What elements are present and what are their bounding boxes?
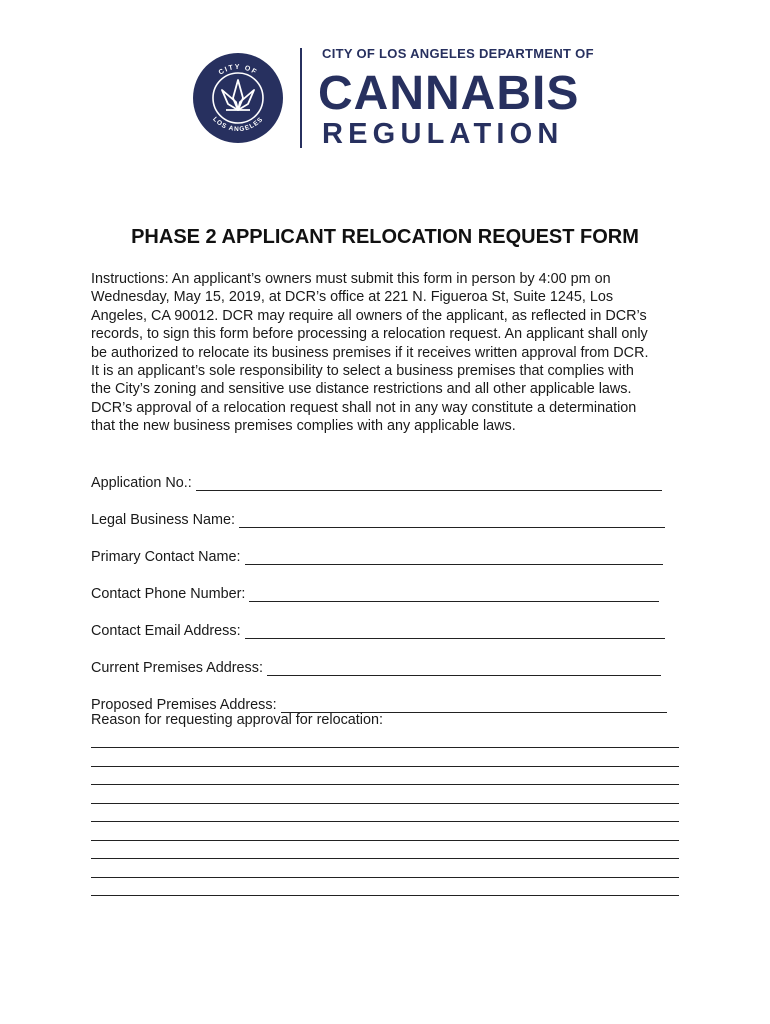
reason-label: Reason for requesting approval for relocation: bbox=[91, 712, 383, 728]
reason-blank-line[interactable] bbox=[91, 858, 679, 877]
instruction-line: DCR’s approval of a relocation request shall not in any way constitute a determination bbox=[91, 399, 637, 416]
primary-contact-name-field bbox=[91, 528, 681, 565]
brand-main-text: CANNABIS bbox=[318, 67, 580, 120]
instructions bbox=[91, 270, 691, 436]
contact-phone-blank[interactable] bbox=[249, 585, 659, 602]
reason-blank-line[interactable] bbox=[91, 766, 679, 785]
seal-top-text: CITY OF bbox=[217, 63, 259, 77]
form-title: PHASE 2 APPLICANT RELOCATION REQUEST FORM bbox=[131, 226, 639, 248]
legal-business-name-label: Legal Business Name: bbox=[91, 512, 235, 528]
contact-email-label: Contact Email Address: bbox=[91, 623, 241, 639]
reason-blank-line[interactable] bbox=[91, 895, 679, 914]
contact-phone-field bbox=[91, 565, 681, 602]
instruction-line: records, to sign this form before processing a relocation request. An applicant shall only bbox=[91, 326, 648, 343]
instruction-line: be authorized to relocate its business premises if it receives written approval from DCR. bbox=[91, 344, 649, 361]
reason-blank-line[interactable] bbox=[91, 747, 679, 766]
application-number-blank[interactable] bbox=[196, 474, 662, 491]
reason-lines[interactable] bbox=[91, 747, 679, 914]
reason-section bbox=[91, 712, 681, 728]
reason-blank-line[interactable] bbox=[91, 821, 679, 840]
brand-sub-text: REGULATION bbox=[322, 118, 564, 150]
contact-email-blank[interactable] bbox=[245, 622, 665, 639]
legal-business-name-blank[interactable] bbox=[239, 511, 665, 528]
reason-blank-line[interactable] bbox=[91, 877, 679, 896]
current-premises-label: Current Premises Address: bbox=[91, 660, 263, 676]
form-fields bbox=[91, 454, 681, 713]
instruction-line: Wednesday, May 15, 2019, at DCR’s office at 221 N. Figueroa St, Suite 1245, Los bbox=[91, 289, 614, 306]
reason-blank-line[interactable] bbox=[91, 803, 679, 822]
header bbox=[190, 44, 594, 154]
application-number-field bbox=[91, 454, 681, 491]
instruction-line: Angeles, CA 90012. DCR may require all owners of the applicant, as reflected in DCR’s bbox=[91, 307, 647, 324]
legal-business-name-field bbox=[91, 491, 681, 528]
header-divider bbox=[300, 48, 302, 148]
proposed-premises-label: Proposed Premises Address: bbox=[91, 697, 277, 713]
city-seal-logo bbox=[192, 52, 284, 144]
primary-contact-name-label: Primary Contact Name: bbox=[91, 549, 241, 565]
instruction-line: that the new business premises complies with any applicable laws. bbox=[91, 418, 516, 435]
contact-email-field bbox=[91, 602, 681, 639]
current-premises-blank[interactable] bbox=[267, 659, 661, 676]
proposed-premises-blank[interactable] bbox=[281, 696, 667, 713]
current-premises-field bbox=[91, 639, 681, 676]
instruction-line: Instructions: An applicant’s owners must submit this form in person by 4:00 pm on bbox=[91, 271, 611, 287]
primary-contact-name-blank[interactable] bbox=[245, 548, 663, 565]
seal-bottom-text: LOS ANGELES bbox=[211, 115, 265, 134]
application-number-label: Application No.: bbox=[91, 475, 192, 491]
proposed-premises-field bbox=[91, 676, 681, 713]
contact-phone-label: Contact Phone Number: bbox=[91, 586, 246, 602]
reason-blank-line[interactable] bbox=[91, 784, 679, 803]
department-line: CITY OF LOS ANGELES DEPARTMENT OF bbox=[322, 46, 594, 61]
instruction-line: It is an applicant’s sole responsibility to select a business premises that complies with bbox=[91, 363, 634, 380]
instruction-line: the City’s zoning and sensitive use distance restrictions and all other applicable laws. bbox=[91, 381, 632, 398]
reason-blank-line[interactable] bbox=[91, 840, 679, 859]
